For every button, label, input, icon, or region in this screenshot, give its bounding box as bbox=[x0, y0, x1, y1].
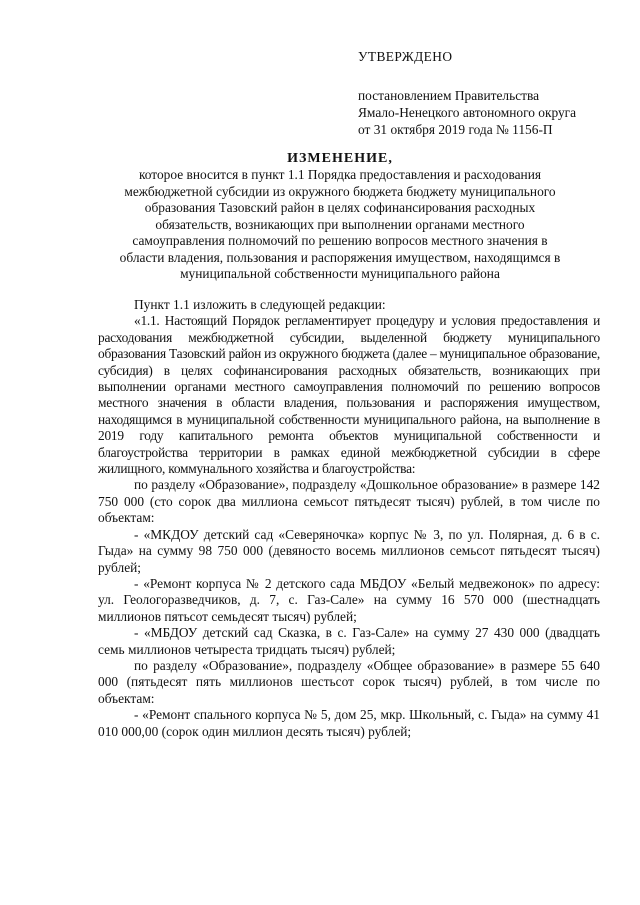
approval-line: Ямало-Ненецкого автономного округа bbox=[358, 105, 577, 120]
list-item: - «МБДОУ детский сад Сказка, в с. Газ-Сале» на сумму 27 430 000 (двадцать семь миллионов четыреста тридцать тысяч) рублей; bbox=[98, 625, 600, 657]
body-paragraph: по разделу «Образование», подразделу «Общее образование» в размере 55 640 000 (пятьдесят пять миллионов шестьсот сорок тысяч) рублей, в том числе по объектам: bbox=[98, 657, 600, 706]
approved-label: УТВЕРЖДЕНО bbox=[358, 49, 453, 64]
heading-line: обязательств, возникающих при выполнении органами местного bbox=[155, 216, 525, 232]
list-item: - «МКДОУ детский сад «Северяночка» корпус № 3, по ул. Полярная, д. 6 в с. Гыда» на сумму 98 750 000 (девяносто восемь миллионов семьсот пятьдесят тысяч) рублей; bbox=[98, 526, 600, 575]
document-heading bbox=[100, 150, 580, 283]
body-paragraph: по разделу «Образование», подразделу «Дошкольное образование» в размере 142 750 000 (сто сорок два миллиона семьсот пятьдесят тысяч) рублей, в том числе по объектам: bbox=[98, 477, 600, 526]
approval-stamp bbox=[358, 48, 576, 138]
heading-line: области владения, пользования и распоряжения имуществом, находящимся в bbox=[119, 249, 561, 265]
heading-line: самоуправления полномочий по решению вопросов местного значения в bbox=[132, 233, 548, 248]
document-title: ИЗМЕНЕНИЕ, bbox=[287, 151, 393, 166]
approval-line: от 31 октября 2019 года № 1156-П bbox=[358, 122, 553, 137]
body-paragraph: Пункт 1.1 изложить в следующей редакции: bbox=[134, 297, 386, 312]
list-item: - «Ремонт корпуса № 2 детского сада МБДОУ «Белый медвежонок» по адресу: ул. Геологоразведчиков, д. 7, с. Газ-Сале» на сумму 16 570 000 (шестнадцать миллионов пятьсот семьдесят тысяч) рублей; bbox=[98, 575, 600, 624]
list-item: - «Ремонт спального корпуса № 5, дом 25, мкр. Школьный, с. Гыда» на сумму 41 010 000,00 (сорок один миллион десять тысяч) рублей; bbox=[98, 707, 600, 739]
heading-line: муниципальной собственности муниципального района bbox=[180, 266, 500, 281]
heading-line: образования Тазовский район в целях софинансирования расходных bbox=[144, 200, 536, 215]
approval-line: постановлением Правительства bbox=[358, 88, 540, 103]
document-body bbox=[98, 297, 600, 740]
heading-line: межбюджетной субсидии из окружного бюджета бюджету муниципального bbox=[124, 183, 556, 199]
heading-line: которое вносится в пункт 1.1 Порядка предоставления и расходования bbox=[138, 167, 542, 182]
body-paragraph: «1.1. Настоящий Порядок регламентирует процедуру и условия предоставления и расходования межбюджетной субсидии, выделенной бюджету муниципального образования Тазовский район из окружного бюджета (далее – муниципальное образование, субсидия) в целях софинансирования расходных обязательств, возникающих при выполнении органами местного самоуправления полномочий по решению вопросов местного значения в области владения, пользования и распоряжения имуществом, находящимся в муниципальной собственности муниципального района, на выполнение в 2019 году капитального ремонта объектов муниципальной собственности и благоустройства территории в рамках единой межбюджетной субсидии в сфере жилищного, коммунального хозяйства и благоустройства: bbox=[98, 313, 600, 477]
